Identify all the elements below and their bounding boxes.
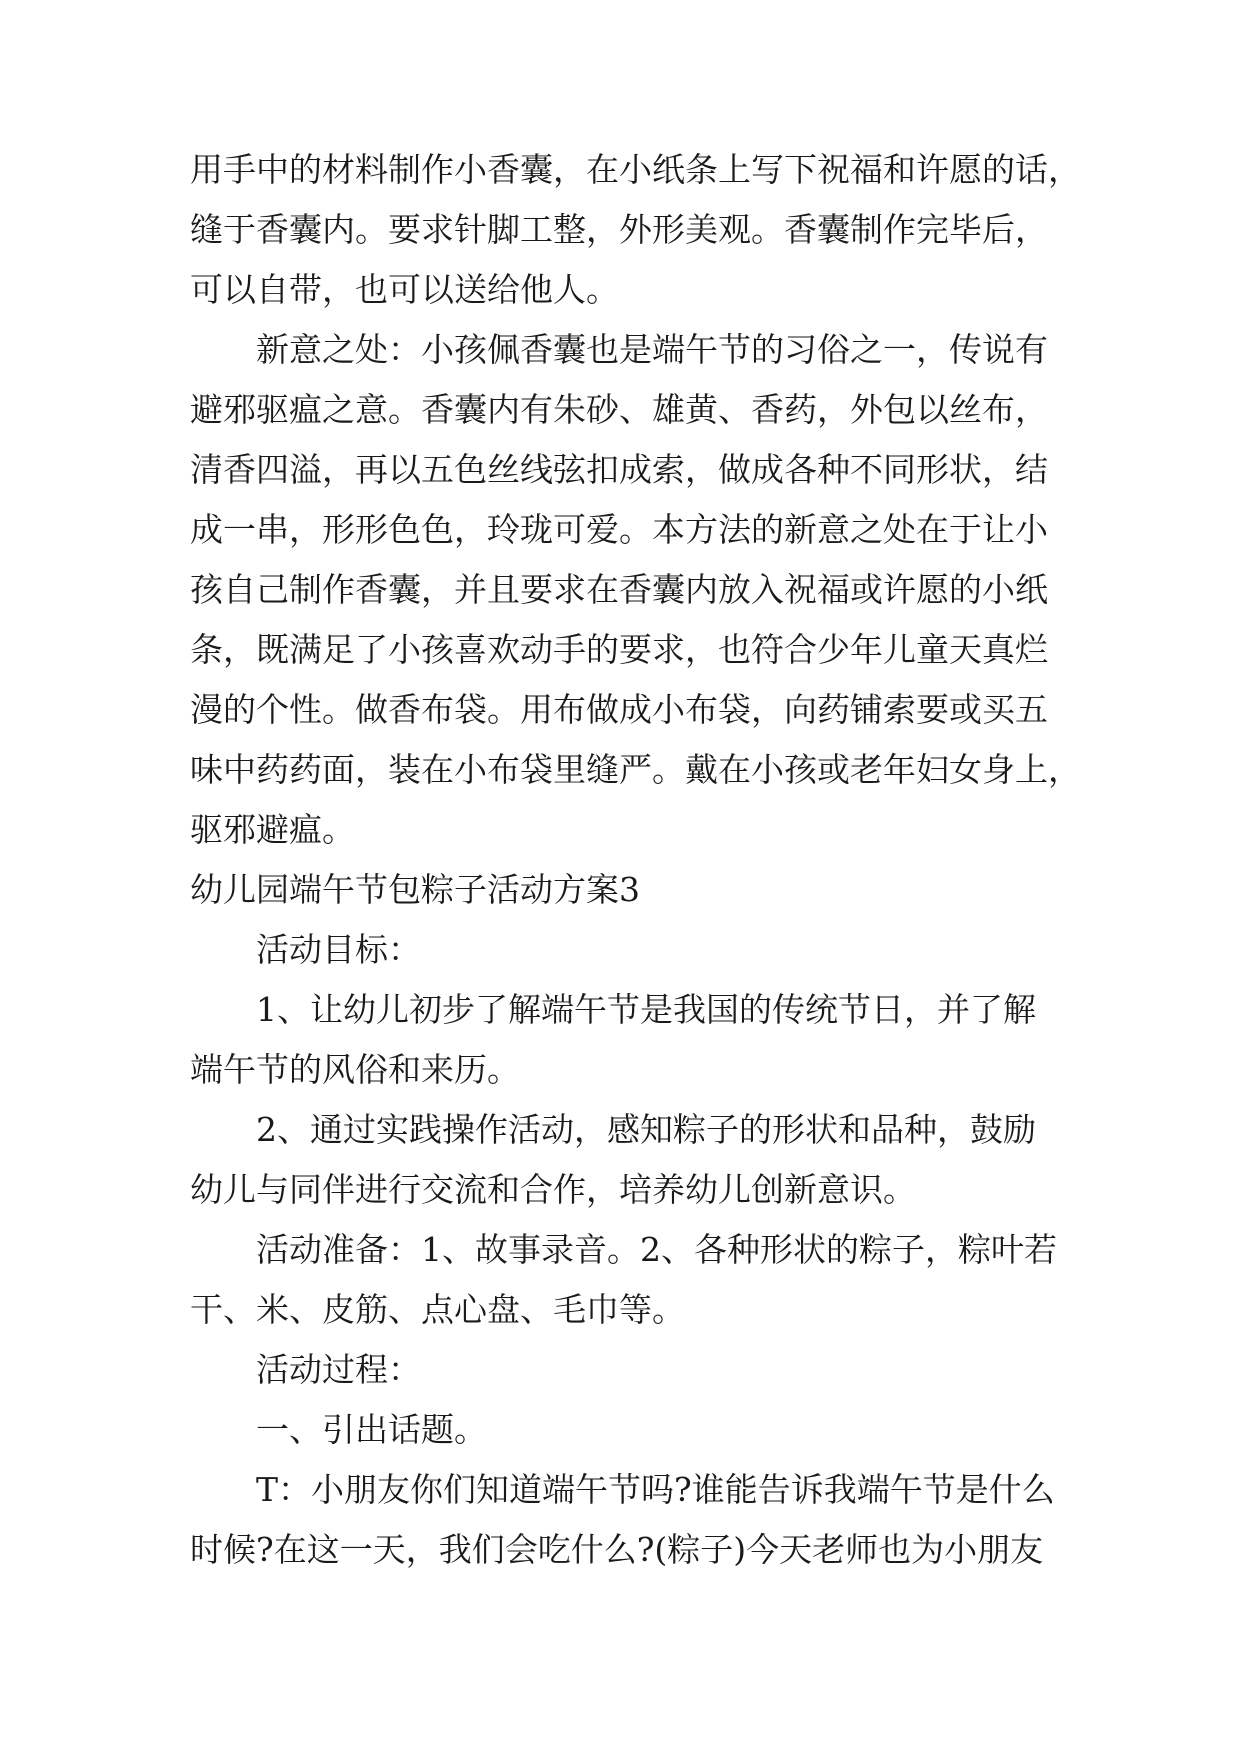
paragraph-line: 幼儿与同伴进行交流和合作，培养幼儿创新意识。 (190, 1170, 916, 1209)
document-body (190, 140, 1090, 1580)
paragraph-line: 1、让幼儿初步了解端午节是我国的传统节日，并了解 (256, 990, 1036, 1029)
paragraph-line: 缝于香囊内。要求针脚工整，外形美观。香囊制作完毕后， (190, 210, 1048, 249)
paragraph-line: 清香四溢，再以五色丝线弦扣成索，做成各种不同形状，结 (190, 450, 1048, 489)
paragraph-line: 活动过程： (256, 1350, 421, 1389)
section-heading: 幼儿园端午节包粽子活动方案3 (190, 870, 640, 909)
paragraph-line: 活动目标： (256, 930, 421, 969)
paragraph-line: 2、通过实践操作活动，感知粽子的形状和品种，鼓励 (256, 1110, 1036, 1149)
paragraph-line: 一、引出话题。 (256, 1410, 487, 1449)
paragraph-line: 活动准备：1、故事录音。2、各种形状的粽子，粽叶若 (256, 1230, 1057, 1269)
paragraph-line: 时候?在这一天，我们会吃什么?(粽子)今天老师也为小朋友 (190, 1530, 1044, 1569)
paragraph-line: 驱邪避瘟。 (190, 810, 355, 849)
paragraph-line: 端午节的风俗和来历。 (190, 1050, 520, 1089)
paragraph-line: 成一串，形形色色，玲珑可爱。本方法的新意之处在于让小 (190, 510, 1048, 549)
paragraph-line: 用手中的材料制作小香囊，在小纸条上写下祝福和许愿的话， (190, 150, 1081, 189)
paragraph-line: 避邪驱瘟之意。香囊内有朱砂、雄黄、香药，外包以丝布， (190, 390, 1048, 429)
paragraph-line: 孩自己制作香囊，并且要求在香囊内放入祝福或许愿的小纸 (190, 570, 1048, 609)
paragraph-line: 味中药药面，装在小布袋里缝严。戴在小孩或老年妇女身上， (190, 750, 1081, 789)
paragraph-line: 漫的个性。做香布袋。用布做成小布袋，向药铺索要或买五 (190, 690, 1048, 729)
paragraph-line: 干、米、皮筋、点心盘、毛巾等。 (190, 1290, 685, 1329)
paragraph-line: 可以自带，也可以送给他人。 (190, 270, 619, 309)
paragraph-line: 新意之处：小孩佩香囊也是端午节的习俗之一，传说有 (256, 330, 1048, 369)
paragraph-line: T：小朋友你们知道端午节吗?谁能告诉我端午节是什么 (256, 1470, 1055, 1509)
paragraph-line: 条，既满足了小孩喜欢动手的要求，也符合少年儿童天真烂 (190, 630, 1048, 669)
